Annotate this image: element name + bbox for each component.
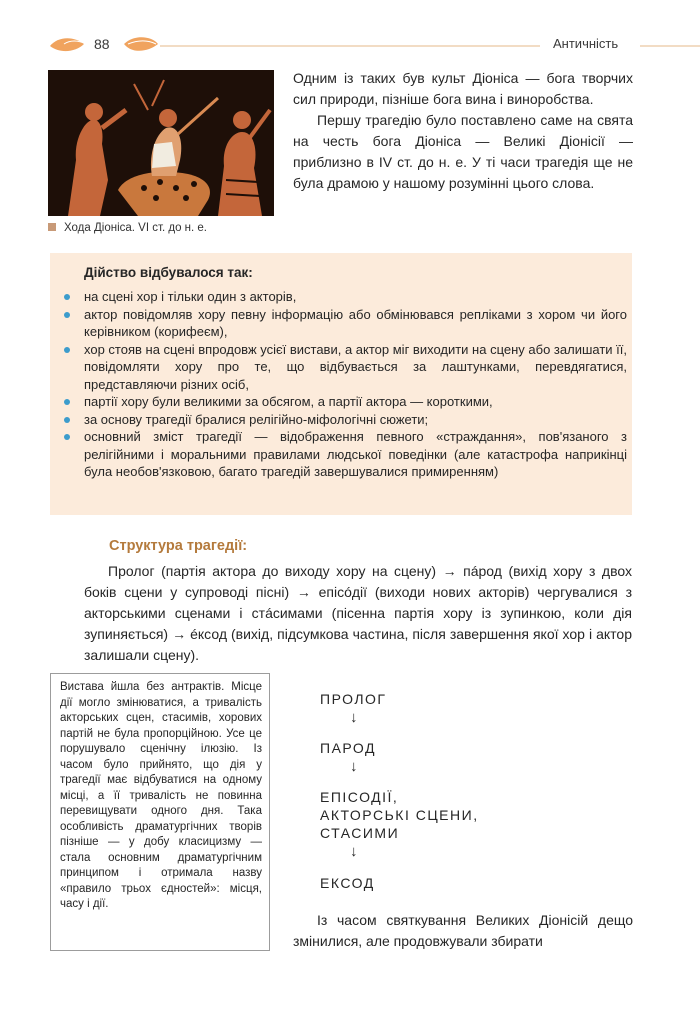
bullet-icon [64, 417, 70, 423]
info-box-list [62, 288, 627, 481]
section-title: Античність [553, 36, 619, 51]
down-arrow-icon: ↓ [350, 758, 359, 775]
list-item: за основу трагедії бралися релігійно-міфологічні сюжети; [62, 411, 627, 429]
list-item: партії хору були великими за обсягом, а партії актора — короткими, [62, 393, 627, 411]
bullet-icon [64, 312, 70, 318]
down-arrow-icon: ↓ [350, 843, 359, 860]
structure-paragraph: Пролог (партія актора до виходу хору на сцену) → пáрод (вихід хору з двох боків сцени у супроводі пісні) → епісóдії (виходи нових акторів) чергувалися з акторськими сценами і стáсимами (пісенна партія хору із зупинкою, коли дія зупиняється) → éксод (вихід, підсумкова частина, після завершення якої хор і актор залишали сцену). [84, 563, 632, 663]
page-header [0, 30, 700, 60]
bullet-icon [64, 294, 70, 300]
flow-step-exodus: ЕКСОД [320, 875, 375, 891]
list-item: актор повідомляв хору певну інформацію або обмінювався репліками з хором чи його керівником (корифеєм), [62, 306, 627, 341]
caption-square-icon [48, 223, 56, 231]
vase-painting-illustration [48, 70, 274, 216]
down-arrow-icon: ↓ [350, 709, 359, 726]
header-rule-right [640, 45, 700, 47]
structure-text [84, 561, 632, 666]
vase-painting-image [48, 70, 274, 216]
outro-paragraph: Із часом святкування Великих Діонісій дещо змінилися, але продовжували збирати [293, 912, 633, 949]
info-box-title: Дійство відбувалося так: [84, 265, 253, 280]
list-item: хор стояв на сцені впродовж усієї вистави, а актор міг виходити на сцену або залишати її, повідомляти хору про те, що відбувається за лаштунками, перевдягатися, представляючи різних осіб, [62, 341, 627, 394]
flow-step-episodes: ЕПІСОДІЇ, [320, 789, 399, 805]
flow-step-stasims: СТАСИМИ [320, 825, 400, 841]
list-item: основний зміст трагедії — відображення певного «страждання», пов'язаного з релігійними і моральними правилами людської поведінки (але катастрофа наприкінці була необов'язковою, багато трагедій завершувалися примиренням) [62, 428, 627, 481]
intro-paragraph-2: Першу трагедію було поставлено саме на свята на честь бога Діоніса — Великі Діонісії — приблизно в IV ст. до н. е. У ті часи трагедія ще не була драмою у нашому розумінні цього слова. [293, 112, 633, 191]
bullet-icon [64, 399, 70, 405]
caption-text: Хода Діоніса. VI ст. до н. е. [64, 222, 207, 234]
header-rule [160, 45, 540, 47]
intro-paragraph-1: Одним із таких був культ Діоніса — бога творчих сил природи, пізніше бога вина і виноробства. [293, 70, 633, 107]
flow-step-prologue: ПРОЛОГ [320, 691, 387, 707]
bullet-icon [64, 434, 70, 440]
figure-caption [48, 222, 207, 234]
bullet-icon [64, 347, 70, 353]
outro-text [293, 910, 633, 952]
structure-heading: Структура трагедії: [109, 538, 248, 554]
intro-text [293, 68, 633, 194]
page-number: 88 [94, 36, 110, 52]
side-note-text [60, 680, 262, 913]
side-note-paragraph: Вистава йшла без антрактів. Місце дії могло змінюватися, а тривалість акторських сцен, стасимів, хорових партій не була пропорційною. Усе це порушувало сценічну ілюзію. Із часом було прийнято, що дія у трагедії має відбуватися на одному місці, а її тривалість не повинна перевищувати одного дня. Така особливість драматургічних творів пізніше — у добу класицизму — стала основним драматургічним принципом і отримала назву «правило трьох єдностей»: місця, часу і дії. [60, 681, 262, 910]
flow-step-parod: ПАРОД [320, 740, 376, 756]
list-item: на сцені хор і тільки один з акторів, [62, 288, 627, 306]
flow-step-actor-scenes: АКТОРСЬКІ СЦЕНИ, [320, 807, 479, 823]
